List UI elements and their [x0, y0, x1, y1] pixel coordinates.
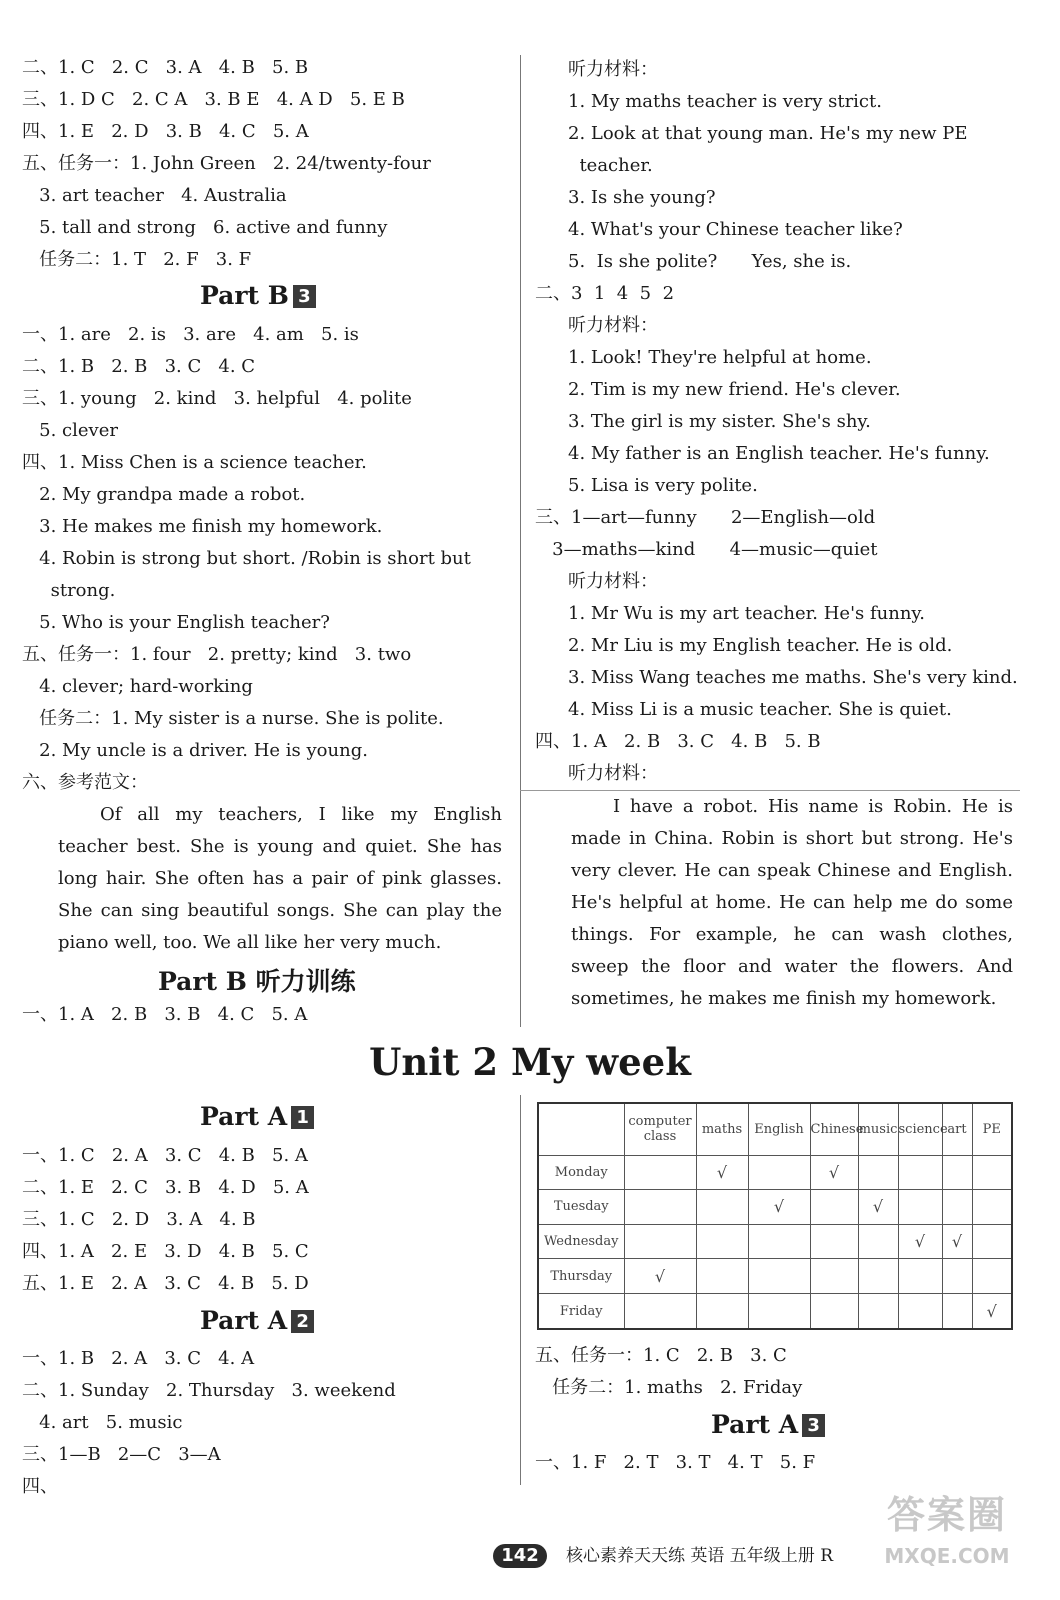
answer-line: 五、任务一：1. four 2. pretty; kind 3. two	[22, 644, 412, 665]
timetable-cell	[810, 1224, 858, 1259]
timetable-row	[538, 1294, 1012, 1330]
transcript-line: 1. Mr Wu is my art teacher. He's funny.	[568, 603, 925, 624]
answer-line: 2. My uncle is a driver. He is young.	[22, 740, 368, 761]
timetable-cell	[810, 1259, 858, 1294]
answer-line: 2. My grandpa made a robot.	[22, 484, 306, 505]
timetable-cell	[696, 1259, 748, 1294]
answer-line: 一、1. A 2. B 3. B 4. C 5. A	[22, 1004, 308, 1025]
listening-label: 听力材料：	[568, 59, 658, 80]
transcript-line: teacher.	[568, 155, 653, 176]
timetable-header	[538, 1103, 624, 1155]
timetable-cell	[748, 1259, 810, 1294]
timetable-cell	[748, 1155, 810, 1190]
timetable-day: Tuesday	[538, 1190, 624, 1225]
timetable-cell	[624, 1155, 696, 1190]
column-divider	[520, 1095, 521, 1485]
answer-line: 5. tall and strong 6. active and funny	[22, 217, 388, 238]
timetable-cell	[972, 1155, 1012, 1190]
answer-line: 一、1. are 2. is 3. are 4. am 5. is	[22, 324, 359, 345]
robot-transcript: I have a robot. His name is Robin. He is made in China. Robin is short but strong. He's very clever. He can speak Chinese and English. He's helpful at home. He can help me do some things. For example, he can wash clothes, sweep the floor and water the flowers. And sometimes, he makes me finish my homework.	[571, 796, 1013, 1009]
timetable-cell	[942, 1259, 972, 1294]
timetable-cell	[696, 1294, 748, 1330]
timetable-cell	[748, 1224, 810, 1259]
watermark-logo: 答案圈	[886, 1492, 1007, 1537]
watermark-url: MXQE.COM	[884, 1544, 1010, 1568]
timetable-cell: √	[898, 1224, 942, 1259]
section-heading-part-b-3	[200, 281, 316, 310]
answer-line: 4. Robin is strong but short. /Robin is short but	[22, 548, 471, 569]
answer-line: 任务二：1. maths 2. Friday	[535, 1377, 803, 1398]
answer-line: 三、1. C 2. D 3. A 4. B	[22, 1209, 256, 1230]
book-title: 核心素养天天练 英语 五年级上册 R	[566, 1546, 834, 1566]
listening-label: 听力材料：	[568, 315, 658, 336]
timetable-cell	[942, 1155, 972, 1190]
timetable-header: computer class	[624, 1103, 696, 1155]
timetable-cell	[898, 1190, 942, 1225]
transcript-line: 3. Miss Wang teaches me maths. She's very kind.	[568, 667, 1018, 688]
timetable-cell: √	[810, 1155, 858, 1190]
model-essay: Of all my teachers, I like my English teacher best. She is young and quiet. She has long hair. She often has a pair of pink glasses. She can sing beautiful songs. She can play the piano well, too. We all like her very much.	[58, 804, 502, 953]
answer-line: 二、3 1 4 5 2	[535, 283, 675, 304]
transcript-line: 1. My maths teacher is very strict.	[568, 91, 882, 112]
answer-line: 三、1. young 2. kind 3. helpful 4. polite	[22, 388, 412, 409]
answer-line: 三、1—art—funny 2—English—old	[535, 507, 876, 528]
page-number: 142	[493, 1544, 547, 1568]
transcript-line: 1. Look! They're helpful at home.	[568, 347, 872, 368]
section-heading-part-a-1	[200, 1102, 314, 1131]
answer-line: 二、1. B 2. B 3. C 4. C	[22, 356, 256, 377]
answer-line: 一、1. C 2. A 3. C 4. B 5. A	[22, 1145, 308, 1166]
lesson-number-badge: 2	[291, 1310, 314, 1333]
timetable-row	[538, 1259, 1012, 1294]
transcript-line: 4. My father is an English teacher. He's funny.	[568, 443, 990, 464]
timetable-header: Chinese	[810, 1103, 858, 1155]
timetable-row	[538, 1190, 1012, 1225]
heading-text: Part A	[711, 1410, 799, 1439]
timetable-cell	[624, 1294, 696, 1330]
timetable-cell: √	[624, 1259, 696, 1294]
answer-line: 四、1. Miss Chen is a science teacher.	[22, 452, 367, 473]
transcript-line: 2. Tim is my new friend. He's clever.	[568, 379, 901, 400]
answer-line: 三、1—B 2—C 3—A	[22, 1444, 221, 1465]
timetable-header: music	[858, 1103, 898, 1155]
timetable-cell	[858, 1294, 898, 1330]
timetable-header: art	[942, 1103, 972, 1155]
column-divider	[520, 55, 521, 1027]
answer-line: 5. Who is your English teacher?	[22, 612, 330, 633]
timetable-row	[538, 1155, 1012, 1190]
timetable-cell	[624, 1190, 696, 1225]
lesson-number-badge: 3	[802, 1414, 825, 1437]
timetable-row	[538, 1224, 1012, 1259]
transcript-line: 3. The girl is my sister. She's shy.	[568, 411, 871, 432]
answer-line: 四、1. A 2. B 3. C 4. B 5. B	[535, 731, 821, 752]
answer-line: 四、1. E 2. D 3. B 4. C 5. A	[22, 121, 309, 142]
timetable-cell: √	[748, 1190, 810, 1225]
timetable-cell: √	[942, 1224, 972, 1259]
answer-line: 五、任务一：1. John Green 2. 24/twenty-four	[22, 153, 431, 174]
answer-line: 二、1. E 2. C 3. B 4. D 5. A	[22, 1177, 309, 1198]
section-divider	[520, 790, 1020, 791]
answer-line: 3—maths—kind 4—music—quiet	[535, 539, 878, 560]
answer-line: 二、1. C 2. C 3. A 4. B 5. B	[22, 57, 309, 78]
timetable-cell	[858, 1224, 898, 1259]
timetable-header: maths	[696, 1103, 748, 1155]
timetable-cell	[942, 1190, 972, 1225]
timetable-cell	[858, 1259, 898, 1294]
answer-line: 二、1. Sunday 2. Thursday 3. weekend	[22, 1380, 396, 1401]
timetable-cell	[972, 1190, 1012, 1225]
timetable-cell	[898, 1259, 942, 1294]
transcript-line: 4. Miss Li is a music teacher. She is quiet.	[568, 699, 952, 720]
timetable-cell	[696, 1190, 748, 1225]
transcript-line: 3. Is she young?	[568, 187, 716, 208]
answer-line: 任务二：1. T 2. F 3. F	[22, 249, 252, 270]
transcript-line: 2. Mr Liu is my English teacher. He is old.	[568, 635, 953, 656]
heading-text: Part A	[200, 1102, 288, 1131]
answer-line: 五、任务一：1. C 2. B 3. C	[535, 1345, 787, 1366]
answer-line: 一、1. B 2. A 3. C 4. A	[22, 1348, 255, 1369]
answer-line: 四、	[22, 1476, 58, 1497]
timetable-cell	[858, 1155, 898, 1190]
answer-line: 一、1. F 2. T 3. T 4. T 5. F	[535, 1452, 816, 1473]
timetable-cell	[696, 1224, 748, 1259]
timetable-cell	[748, 1294, 810, 1330]
timetable-header-row	[538, 1103, 1012, 1155]
timetable-header: English	[748, 1103, 810, 1155]
answer-line: 3. He makes me finish my homework.	[22, 516, 383, 537]
lesson-number-badge: 1	[291, 1106, 314, 1129]
week-timetable	[537, 1102, 1013, 1330]
timetable-cell	[942, 1294, 972, 1330]
answer-line: 六、参考范文：	[22, 772, 148, 793]
listening-label: 听力材料：	[568, 571, 658, 592]
timetable-header: science	[898, 1103, 942, 1155]
timetable-cell	[972, 1259, 1012, 1294]
section-heading-part-a-3	[711, 1410, 825, 1439]
timetable-cell: √	[696, 1155, 748, 1190]
transcript-line: 2. Look at that young man. He's my new PE	[568, 123, 968, 144]
answer-line: 三、1. D C 2. C A 3. B E 4. A D 5. E B	[22, 89, 405, 110]
timetable-header: PE	[972, 1103, 1012, 1155]
answer-line: 任务二：1. My sister is a nurse. She is polite.	[22, 708, 444, 729]
section-heading-part-b-listening: Part B 听力训练	[158, 967, 356, 996]
timetable-cell	[972, 1224, 1012, 1259]
answer-line: strong.	[22, 580, 116, 601]
lesson-number-badge: 3	[293, 285, 316, 308]
timetable-cell	[624, 1224, 696, 1259]
timetable-day: Friday	[538, 1294, 624, 1330]
transcript-line: 5. Is she polite? Yes, she is.	[568, 251, 852, 272]
timetable-day: Wednesday	[538, 1224, 624, 1259]
timetable-cell	[898, 1155, 942, 1190]
answer-line: 五、1. E 2. A 3. C 4. B 5. D	[22, 1273, 309, 1294]
timetable-cell: √	[972, 1294, 1012, 1330]
timetable-day: Thursday	[538, 1259, 624, 1294]
answer-line: 3. art teacher 4. Australia	[22, 185, 287, 206]
answer-line: 4. art 5. music	[22, 1412, 183, 1433]
heading-text: Part B	[200, 281, 289, 310]
section-heading-part-a-2	[200, 1306, 314, 1335]
timetable-cell	[810, 1294, 858, 1330]
answer-line: 4. clever; hard-working	[22, 676, 253, 697]
heading-text: Part A	[200, 1306, 288, 1335]
transcript-line: 4. What's your Chinese teacher like?	[568, 219, 903, 240]
answer-line: 5. clever	[22, 420, 118, 441]
timetable-cell	[898, 1294, 942, 1330]
timetable-cell	[810, 1190, 858, 1225]
watermark	[872, 1486, 1022, 1586]
listening-label: 听力材料：	[568, 763, 658, 784]
answer-line: 四、1. A 2. E 3. D 4. B 5. C	[22, 1241, 309, 1262]
timetable-cell: √	[858, 1190, 898, 1225]
transcript-line: 5. Lisa is very polite.	[568, 475, 758, 496]
unit-title: Unit 2 My week	[369, 1040, 691, 1084]
timetable-day: Monday	[538, 1155, 624, 1190]
